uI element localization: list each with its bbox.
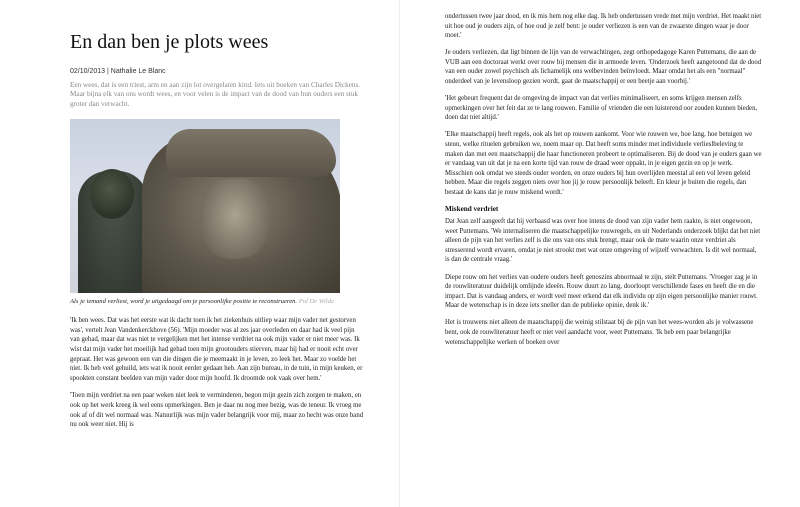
body-paragraph: Het is trouwens niet alleen de maatschappij die weinig stilstaat bij de pijn van het wees-worden als je volwassene bent, ook de rouwliteratuur heeft er niet veel aandacht voor, weet Puttemans. 'Ik heb een paar belangrijke wetenschappelijke werken of boeken over [445, 319, 754, 346]
article-photo [70, 119, 340, 293]
article-author: Nathalie Le Blanc [110, 68, 166, 75]
body-paragraph: 'Elke maatschappij heeft regels, ook als het op rouwen aankomt. Voor wie rouwen we, hoe lang, hoe betuigen we steun, welke rituelen gebruiken we, noem maar op. Dat heeft soms minder met individuele verlieslbeleving te maken dan met een maatschappij die haar functioneren probeert te optimaliseren. Bij de dood van je ouders gaan we er vandaag van uit dat je na een korte tijd van rouw de draad weer oppakt, in je eigen gezin en op je werk. Misschien ook omdat we steeds ouder worden, en onze ouders bij hun overlijden meestal al een vol leven geleid hebben. Maar die regels zeggen niets over hoe jij je rouw persoonlijk beleeft. En kleur je buiten die regels, dan bestaat de kans dat je rouw miskend wordt.' [445, 131, 762, 196]
body-paragraph: 'Ik ben wees. Dat was het eerste wat ik dacht toen ik het ziekenhuis uitliep waar mijn vader net gestorven was', vertelt Jean Vandenkerckhove (56). 'Mijn moeder was al zes jaar overleden en daar had ik veel pijn van gehad, maar dat was niet te vergelijken met het intense verdriet na ook mijn vader er niet meer was. Ik wist dat mijn vader het moeilijk had gehad toen mijn grootouders stierven, maar hij had er nooit echt over gepraat. Het was gewoon een van die dingen die je meemaakt in je leven, zo leek het. Maar zo voelde het niet. Ik heb veel gehuild, iets wat ik nooit eerder gedaan heb. Aan zijn bureau, in de tuin, in mijn keuken, er spookten constant beelden van mijn vader door mijn hoofd. Ik droomde ook vaak over hem.' [70, 317, 363, 382]
body-paragraph: Dat Jean zelf aangeeft dat hij verbaasd was over hoe intens de dood van zijn vader hem raakte, is niet ongewoon, weet Puttemans. 'We internaliseren die maatschappelijke rouwregels, en uit Nederlands onderzoek blijkt dat het niet alleen de pijn van het verlies zelf is die ons van ons stuk brengt, maar ook de mate waarin onze verdriet als stresserend wordt ervaren, omdat je niet strookt met wat onze omgeving of wijzelf verwachten. Is dit wel normaal, is dan de centrale vraag.' [445, 218, 761, 264]
photo-back-head [90, 169, 134, 219]
body-paragraph: Je ouders verliezen, dat ligt binnen de lijn van de verwachtingen, zegt orthopedagoge Karen Puttemans, die aan de VUB aan een doctoraat werkt over rouw bij mensen die in armoede leven. 'Onderzoek heeft aangetoond dat de dood van een ouder zowel psychisch als lichamelijk ons welbevinden beïnvloedt. Maar omdat het als een "normaal" onderdeel van je levensloop gezien wordt, gaat de maatschappij er een beetje aan voorbij.' [445, 49, 762, 86]
body-paragraph: 'Toen mijn verdriet na een paar weken niet leek te verminderen, begon mijn gezin zich zorgen te maken, en ook op het werk kreeg ik wel eens opmerkingen. Ben je daar nu nog mee bezig, was de teneur. Ik vroeg me ook af of dit wel normaal was. Natuurlijk was mijn vader belangrijk voor mij, maar zo hecht was onze band nu ook weer niet. Hij is [70, 392, 364, 429]
section-heading: Miskend verdriet [445, 205, 499, 214]
body-paragraph: ondertussen twee jaar dood, en ik mis hem nog elke dag. Ik heb ondertussen vrede met mijn verdriet. Het maakt niet uit hoe oud je ouders zijn, of hoe oud je zelf bent: je ouder verliezen is een van de zwaarste dingen waar je door moet.' [445, 13, 762, 40]
article-title: En dan ben je plots wees [70, 31, 269, 53]
right-page [400, 0, 800, 507]
body-paragraph: Diepe rouw om het verlies van oudere ouders heeft genoszins abnormaal te zijn, stelt Puttemans. 'Vroeger zag je in de rouwliteratuur duidelijk omlijnde ideeën. Rouw duurt zo lang, doorloopt verschillende fases en heeft die en die impact. Dat is vandaag anders, er wordt veel meer erkend dat elk individu op zijn eigen persoonlijke manier rouwt. Maar de wetenschap is in deze iets sneller dan de publieke opinie, denk ik.' [445, 273, 758, 310]
photo-credit: Pol De Wilde [298, 298, 334, 306]
meta-separator: | [107, 68, 109, 75]
photo-caption: Als je iemand verliest, word je uitgedaagd om je persoonlijke positie te reconstrueren. [70, 298, 298, 306]
photo-front-arm [166, 129, 336, 177]
article-lead: Een wees, dat is een triest, arm en aan zijn lot overgelaten kind. Iets uit boeken van Charles Dickens. Maar bijna elk van ons wordt wees, en voor velen is de impact van de dood van hun ouders een stuk groter dan verwacht. [70, 81, 361, 108]
photo-front-face [200, 179, 270, 259]
body-paragraph: 'Het gebeurt frequent dat de omgeving de impact van dat verlies minimaliseert, en soms krijgen mensen zelfs opmerkingen over het feit dat ze te lang rouwen. Familie of vrienden die een luisterend oor zouden kunnen bieden, doen dat niet altijd.' [445, 95, 758, 122]
article-date: 02/10/2013 [70, 68, 106, 75]
article-meta [70, 68, 364, 75]
photo-caption-block [70, 297, 364, 306]
